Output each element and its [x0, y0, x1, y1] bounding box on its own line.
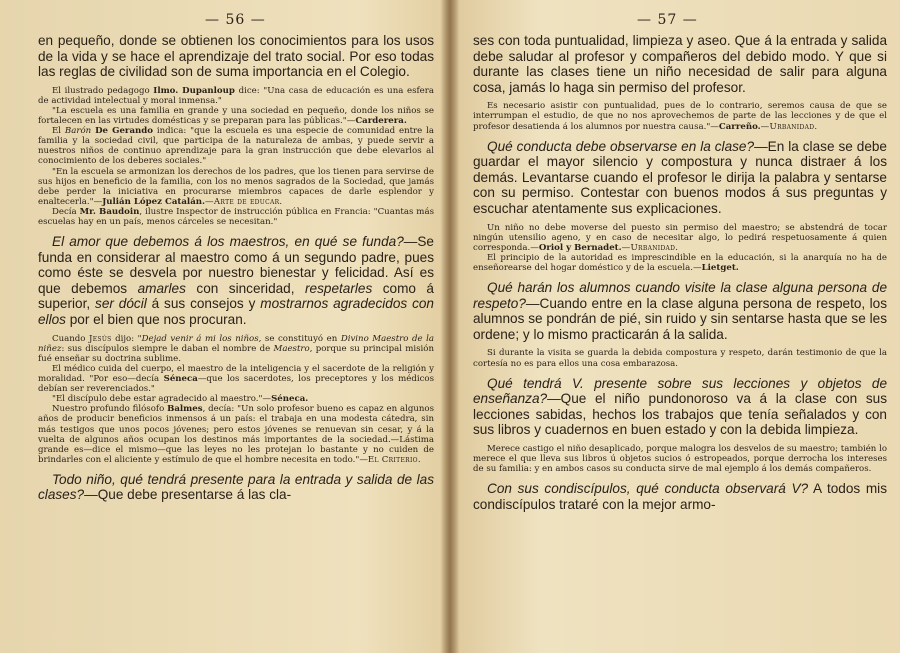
question-text: Qué tendrá V. presente sobre sus lecciones y objetos de enseñanza? [473, 375, 887, 407]
quote-author: Ilmo. Dupanloup [153, 85, 235, 96]
question-text: Con sus condiscípulos, qué conducta observará V? [487, 481, 809, 497]
quote-source: —Arte de educar. [205, 196, 283, 207]
quote-source: —Urbanidad. [760, 121, 818, 132]
quote-baudoin: Decía Mr. Baudoin, ilustre Inspector de instrucción pública en Francia: "Cuantas más escuelas hay en un país, menos cárceles se necesitan." [38, 206, 434, 227]
question-paragraph: Con sus condiscípulos, qué conducta observará V? A todos mis condiscípulos trataré con la mejor armo- [473, 481, 887, 512]
right-page [452, 0, 900, 653]
question-text: Qué harán los alumnos cuando visite la clase alguna persona de respeto? [473, 280, 887, 311]
note-punishment: Merece castigo el niño desaplicado, porque malogra los desvelos de su maestro; también lo merece el que lleva sus libros ú objetos sucios ó estropeados, porque derrocha los intereses de su familia: y en ambos casos su conducta sirve de mal ejemplo á los demás compañeros. [473, 444, 887, 475]
question-paragraph: El amor que debemos á los maestros, en qué se funda?—Se funda en considerar al maestro como á un segundo padre, pues como éste se desvela por nuestro bienestar y felicidad. Así es que debemos amarles con sinceridad, respetarles como á superior, ser dócil á sus consejos y mostrarnos agradecidos con ellos por el bien que nos procuran. [38, 234, 434, 328]
quote-seneca: "El discípulo debe estar agradecido al maestro."—Séneca. [52, 394, 309, 405]
question-paragraph: Todo niño, qué tendrá presente para la entrada y salida de las clases?—Que debe presentarse á las cla- [38, 471, 434, 503]
quote-source: —Urbanidad. [621, 242, 679, 253]
quote-balmes: Nuestro profundo filósofo Balmes, decía: "Un solo profesor bueno es capaz en algunos años de producir beneficios inmensos á un país: el trabaja en una modesta cátedra, sin más testigos que unos pocos jóvenes; pero estos jóvenes se renuevan sin cesar, y á la vuelta de algunos años ocupan los destinos más importantes de la sociedad.—Lástima grande es—dice el mismo—que las leyes no les protejan lo bastante y no cuiden de brindarles con el aliciente y estímulo de que el hombre necesita en todo."—El Criterio. [38, 404, 434, 465]
quote-author: Oriol y Bernadet. [538, 242, 622, 253]
quote-author: Carderera. [355, 116, 407, 127]
quote-author: Lietget. [701, 263, 739, 273]
question-text: Qué conducta debe observarse en la clase? [487, 138, 755, 154]
note-carreno: Es necesario asistir con puntualidad, pues de lo contrario, seremos causa de que se interrumpan el estudio, de que no nos aprovechemos de parte de las lecciones y de que el profesor desatienda á los alumnos por nuestra causa."—Carreño.—Urbanidad. [473, 101, 887, 132]
page-body [38, 33, 434, 503]
note-visit: Si durante la visita se guarda la debida compostura y respeto, darán testimonio de que la cortesía no es para ellos una cosa embarazosa. [473, 348, 887, 369]
lead-paragraph: ses con toda puntualidad, limpieza y aseo. Que á la entrada y salida debe saludar al profesor y compañeros del debido modo. Y que si durante las clases tiene un niño necesidad de salir para alguna cosa, jamás lo haga sin permiso del profesor. [473, 33, 887, 95]
question-text: El amor que debemos á los maestros, en qué se funda? [52, 234, 404, 250]
page-body [473, 33, 887, 513]
question-text: Todo niño, qué tendrá presente para la entrada y salida de las clases? [38, 471, 434, 503]
lead-paragraph: en pequeño, donde se obtienen los conocimientos para los usos de la vida y se hace el aprendizaje del trato social. Por eso todas las reglas de civilidad son de suma importancia en el Colegio. [38, 33, 434, 80]
quote-source: El Criterio. [367, 454, 421, 465]
question-paragraph: Qué conducta debe observarse en la clase?—En la clase se debe guardar el mayor silencio y compostura y nunca distraer á los demás. Levantarse cuando el profesor le dirija la palabra y sentarse con su permiso. Contestar con buenos modos á sus preguntas y escuchar atentamente sus explicaciones. [473, 138, 887, 217]
quote-dupanloup: El ilustrado pedagogo Ilmo. Dupanloup dice: "Una casa de educación es una esfera de actividad intelectual y moral inmensa." [38, 85, 434, 106]
quote-gerando: El Barón De Gerando indica: "que la escuela es una especie de comunidad entre la familia y la sociedad civil, que participa de la naturaleza de ambas, y puede servir a nuestros niños de continuo aprendizaje para la gran instrucción que debe elevarlos al conocimiento de los deberes sociales." [38, 126, 434, 167]
quote-author: Julián López Catalán. [102, 196, 205, 207]
note-jesus: Cuando Jesús dijo: "Dejad venir á mi los niños, se constituyó en Divino Maestro de la niñez: sus discípulos siempre le daban el nombre de Maestro, porque su principal misión fué enseñar su doctrina sublime. [38, 333, 434, 364]
note-oriol: Un niño no debe moverse del puesto sin permiso del maestro; se abstendrá de tocar ningún utensilio ageno, y en caso de necesitar algo, lo pedirá respetuosamente á quien corresponda.—Oriol y Bernadet.—Urbanidad. [473, 222, 887, 253]
quote-carderera: "La escuela es una familia en grande y una sociedad en pequeño, donde los niños se fortalecen en las virtudes domésticas y se preparan para las públicas."—Carderera. [38, 105, 434, 127]
left-page [0, 0, 448, 653]
quote-author: Mr. Baudoin [79, 206, 140, 217]
quote-author: Séneca. [271, 394, 309, 405]
quote-author: De Gerando [95, 126, 154, 137]
page-number: — 57 — [637, 12, 698, 28]
question-paragraph: Qué harán los alumnos cuando visite la clase alguna persona de respeto?—Cuando entre en la clase alguna persona de respeto, los alumnos se pondrán de pié, sin ruido y sin sentarse hasta que se les ordene; y lo mismo practicarán á la salida. [473, 280, 887, 342]
question-paragraph: Qué tendrá V. presente sobre sus lecciones y objetos de enseñanza?—Que el niño pundonoroso va á la clase con sus lecciones sabidas, hechos los trabajos que tenía señalados y con sus libros y cuadernos en buen estado y con la debida limpieza. [473, 375, 887, 438]
quote-author: Carreño. [718, 121, 761, 132]
quote-author: Balmes [167, 404, 203, 415]
quote-catalan: "En la escuela se armonizan los derechos de los padres, que los tienen para servirse de sus hijos en beneficio de la familia, con los no menos sagrados de la Sociedad, que jamás debe perder la iniciativa en procurarse miembros capaces de darle esplendor y enaltecerla."—Julián López Catalán.—Arte de educar. [38, 166, 434, 207]
note-seneca: El médico cuida del cuerpo, el maestro de la inteligencia y el sacerdote de la religión y moralidad. "Por eso—decía Séneca—que los sacerdotes, los preceptores y los médicos debían ser reverenciados." [38, 363, 435, 395]
page-number: — 56 — [205, 12, 266, 28]
quote-author: Séneca [163, 374, 198, 385]
note-lietget: El principio de la autoridad es imprescindible en la educación, si la anarquía no ha de enseñorearse del hogar doméstico y de la escuela.—Lietget. [473, 252, 887, 273]
